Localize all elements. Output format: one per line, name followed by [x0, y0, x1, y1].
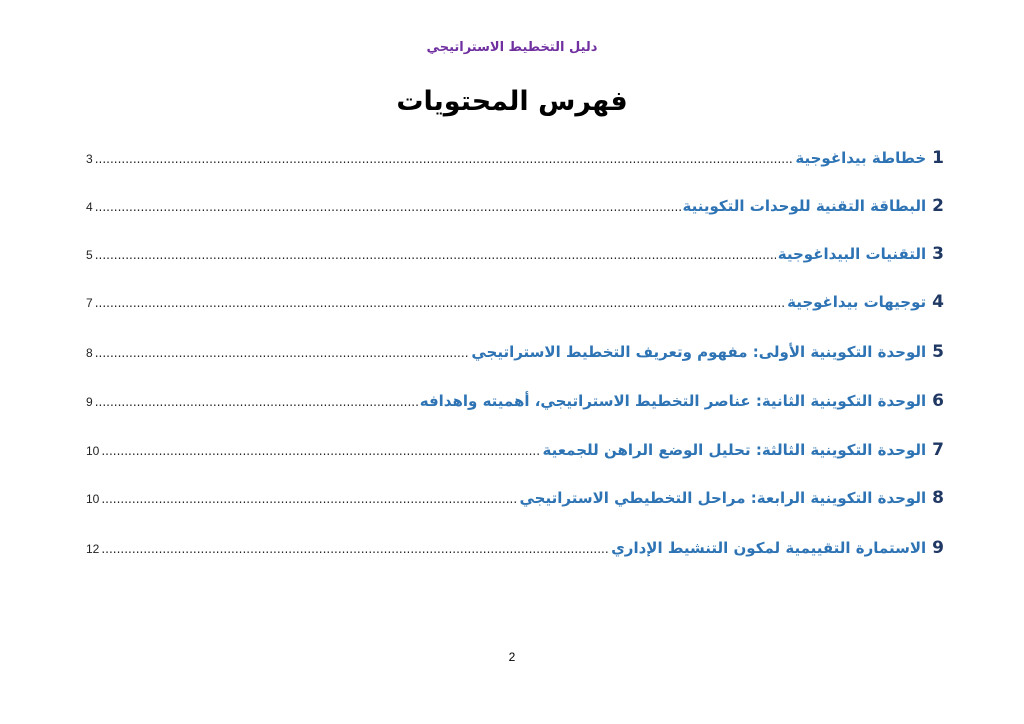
toc-entry-label: الوحدة التكوينية الرابعة: مراحل التخطيطي الاستراتيجي: [519, 489, 927, 507]
toc-entry-page: 3: [86, 152, 93, 166]
toc-entry-number: 6: [932, 391, 944, 411]
toc-entry-label: البطاقة التقنية للوحدات التكوينية: [682, 197, 927, 215]
toc-entry[interactable]: [86, 488, 944, 514]
toc-entry-page: 7: [86, 296, 93, 310]
toc-entry[interactable]: [86, 391, 944, 417]
toc-entry-label: الوحدة التكوينية الثانية: عناصر التخطيط الاستراتيجي، أهميته واهدافه: [419, 392, 927, 410]
toc-entry-label: توجيهات بيداغوجية: [787, 293, 927, 311]
toc-entry-number: 7: [932, 440, 944, 460]
toc-entry-page: 12: [86, 542, 100, 556]
toc-leader-dots: [95, 296, 785, 310]
toc-entry[interactable]: [86, 342, 944, 368]
toc-entry-page: 4: [86, 200, 93, 214]
toc-entry[interactable]: [86, 196, 944, 222]
toc-entry-label: الاستمارة التقييمية لمكون التنشيط الإداري: [611, 539, 927, 557]
page-number: 2: [508, 650, 516, 664]
toc-entry-page: 5: [86, 248, 93, 262]
toc-entry-number: 1: [932, 148, 944, 168]
running-header: دليل التخطيط الاستراتيجي: [426, 40, 598, 55]
toc-leader-dots: [101, 444, 540, 458]
toc-entry-label: الوحدة التكوينية الثالثة: تحليل الوضع الراهن للجمعية: [542, 441, 927, 459]
toc-entry-page: 9: [86, 395, 93, 409]
toc-entry-page: 8: [86, 346, 93, 360]
toc-leader-dots: [101, 542, 609, 556]
toc-entry-number: 9: [932, 538, 944, 558]
toc-leader-dots: [95, 346, 470, 360]
toc-leader-dots: [95, 152, 794, 166]
toc-entry[interactable]: [86, 292, 944, 318]
toc-entry-page: 10: [86, 444, 100, 458]
toc-entry[interactable]: [86, 148, 944, 174]
toc-entry[interactable]: [86, 440, 944, 466]
page-title: فهرس المحتويات: [396, 86, 628, 117]
toc-leader-dots: [95, 395, 418, 409]
toc-entry-page: 10: [86, 492, 100, 506]
toc-entry[interactable]: [86, 538, 944, 564]
toc-entry-label: الوحدة التكوينية الأولى: مفهوم وتعريف التخطيط الاستراتيجي: [471, 343, 927, 361]
toc-entry[interactable]: [86, 244, 944, 270]
toc-entry-number: 8: [932, 488, 944, 508]
toc-entry-number: 2: [932, 196, 944, 216]
toc-entry-number: 5: [932, 342, 944, 362]
toc-entry-label: خطاطة بيداغوجية: [795, 149, 927, 167]
toc-leader-dots: [95, 248, 776, 262]
toc-entry-number: 4: [932, 292, 944, 312]
toc-leader-dots: [101, 492, 517, 506]
toc-entry-number: 3: [932, 244, 944, 264]
toc-entry-label: التقنيات البيداغوجية: [777, 245, 927, 263]
toc-leader-dots: [95, 200, 681, 214]
